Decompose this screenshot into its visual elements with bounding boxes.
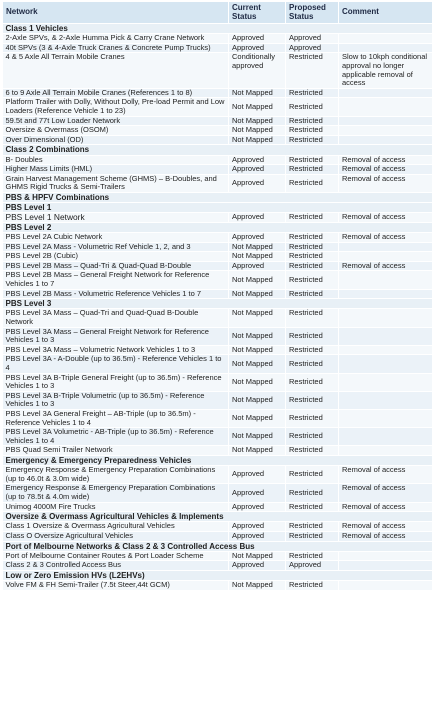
section-header-row bbox=[3, 570, 433, 580]
network-name-cell: PBS Level 3A Mass – Volumetric Network Vehicles 1 to 3 bbox=[3, 345, 229, 355]
proposed-status-cell: Approved bbox=[286, 561, 339, 571]
network-name-cell: B- Doubles bbox=[3, 155, 229, 165]
section-header-row bbox=[3, 145, 433, 155]
current-status-cell: Not Mapped bbox=[229, 355, 286, 373]
current-status-cell: Not Mapped bbox=[229, 271, 286, 289]
network-status-document bbox=[2, 1, 432, 591]
proposed-status-cell: Restricted bbox=[286, 213, 339, 223]
comment-cell bbox=[339, 410, 433, 428]
comment-cell bbox=[339, 428, 433, 446]
network-name-cell: PBS Level 2A Cubic Network bbox=[3, 233, 229, 243]
table-row bbox=[3, 34, 433, 44]
comment-cell bbox=[339, 345, 433, 355]
comment-cell bbox=[339, 327, 433, 345]
table-row bbox=[3, 531, 433, 541]
network-name-cell: PBS Level 3A Mass – General Freight Network for Reference Vehicles 1 to 3 bbox=[3, 327, 229, 345]
network-name-cell: Platform Trailer with Dolly, Without Dolly, Pre-load Permit and Low Loaders (Reference Vehicle 1 to 23) bbox=[3, 98, 229, 116]
network-name-cell: Emergency Response & Emergency Preparation Combinations (up to 78.5t & 4.0m wide) bbox=[3, 484, 229, 502]
proposed-status-cell: Restricted bbox=[286, 551, 339, 561]
table-row bbox=[3, 561, 433, 571]
network-name-cell: PBS Level 2B Mass – General Freight Network for Reference Vehicles 1 to 7 bbox=[3, 271, 229, 289]
comment-cell bbox=[339, 43, 433, 53]
section-header-row bbox=[3, 541, 433, 551]
network-name-cell: 40t SPVs (3 & 4-Axle Truck Cranes & Concrete Pump Trucks) bbox=[3, 43, 229, 53]
comment-cell: Removal of access bbox=[339, 484, 433, 502]
table-row bbox=[3, 174, 433, 192]
table-row bbox=[3, 116, 433, 126]
network-name-cell: Port of Melbourne Container Routes & Port Loader Scheme bbox=[3, 551, 229, 561]
comment-cell: Removal of access bbox=[339, 466, 433, 484]
section-title: Class 1 Vehicles bbox=[3, 24, 433, 34]
comment-cell bbox=[339, 581, 433, 591]
proposed-status-cell: Restricted bbox=[286, 309, 339, 327]
proposed-status-cell: Restricted bbox=[286, 135, 339, 145]
table-row bbox=[3, 484, 433, 502]
comment-cell bbox=[339, 135, 433, 145]
network-name-cell: PBS Level 2B Mass - Volumetric Reference Vehicles 1 to 7 bbox=[3, 289, 229, 299]
header-comment: Comment bbox=[339, 2, 433, 24]
proposed-status-cell: Approved bbox=[286, 34, 339, 44]
current-status-cell: Not Mapped bbox=[229, 446, 286, 456]
section-header-row bbox=[3, 222, 433, 232]
proposed-status-cell: Restricted bbox=[286, 355, 339, 373]
table-row bbox=[3, 98, 433, 116]
table-row bbox=[3, 410, 433, 428]
comment-cell: Removal of access bbox=[339, 522, 433, 532]
current-status-cell: Not Mapped bbox=[229, 309, 286, 327]
current-status-cell: Not Mapped bbox=[229, 327, 286, 345]
proposed-status-cell: Approved bbox=[286, 43, 339, 53]
proposed-status-cell: Restricted bbox=[286, 531, 339, 541]
network-name-cell: PBS Level 3A B-Triple General Freight (up to 36.5m) - Reference Vehicles 1 to 3 bbox=[3, 373, 229, 391]
proposed-status-cell: Restricted bbox=[286, 484, 339, 502]
current-status-cell: Approved bbox=[229, 484, 286, 502]
current-status-cell: Approved bbox=[229, 522, 286, 532]
current-status-cell: Not Mapped bbox=[229, 581, 286, 591]
section-title: Port of Melbourne Networks & Class 2 & 3 Controlled Access Bus bbox=[3, 541, 433, 551]
proposed-status-cell: Restricted bbox=[286, 233, 339, 243]
proposed-status-cell: Restricted bbox=[286, 466, 339, 484]
table-row bbox=[3, 289, 433, 299]
proposed-status-cell: Restricted bbox=[286, 98, 339, 116]
comment-cell bbox=[339, 289, 433, 299]
table-row bbox=[3, 428, 433, 446]
current-status-cell: Not Mapped bbox=[229, 345, 286, 355]
network-status-table bbox=[2, 1, 433, 591]
current-status-cell: Approved bbox=[229, 466, 286, 484]
section-header-row bbox=[3, 455, 433, 465]
network-name-cell: Class 2 & 3 Controlled Access Bus bbox=[3, 561, 229, 571]
network-name-cell: 59.5t and 77t Low Loader Network bbox=[3, 116, 229, 126]
table-row bbox=[3, 373, 433, 391]
network-name-cell: Class O Oversize Agricultural Vehicles bbox=[3, 531, 229, 541]
current-status-cell: Not Mapped bbox=[229, 551, 286, 561]
proposed-status-cell: Restricted bbox=[286, 410, 339, 428]
proposed-status-cell: Restricted bbox=[286, 581, 339, 591]
current-status-cell: Not Mapped bbox=[229, 410, 286, 428]
proposed-status-cell: Restricted bbox=[286, 165, 339, 175]
network-name-cell: PBS Level 3A Volumetric - AB-Triple (up to 36.5m) - Reference Vehicles 1 to 4 bbox=[3, 428, 229, 446]
comment-cell bbox=[339, 116, 433, 126]
proposed-status-cell: Restricted bbox=[286, 345, 339, 355]
network-name-cell: PBS Level 3A General Freight – AB-Triple (up to 36.5m) - Reference Vehicles 1 to 4 bbox=[3, 410, 229, 428]
current-status-cell: Not Mapped bbox=[229, 373, 286, 391]
current-status-cell: Not Mapped bbox=[229, 98, 286, 116]
table-header-row bbox=[3, 2, 433, 24]
comment-cell bbox=[339, 373, 433, 391]
section-header-row bbox=[3, 203, 433, 213]
network-name-cell: Unimog 4000M Fire Trucks bbox=[3, 502, 229, 512]
network-name-cell: Class 1 Oversize & Overmass Agricultural Vehicles bbox=[3, 522, 229, 532]
table-row bbox=[3, 43, 433, 53]
comment-cell: Removal of access bbox=[339, 165, 433, 175]
table-row bbox=[3, 391, 433, 409]
proposed-status-cell: Restricted bbox=[286, 126, 339, 136]
section-header-row bbox=[3, 512, 433, 522]
header-current-status: Current Status bbox=[229, 2, 286, 24]
proposed-status-cell: Restricted bbox=[286, 522, 339, 532]
network-name-cell: 4 & 5 Axle All Terrain Mobile Cranes bbox=[3, 53, 229, 88]
table-row bbox=[3, 327, 433, 345]
comment-cell bbox=[339, 88, 433, 98]
comment-cell bbox=[339, 126, 433, 136]
comment-cell: Removal of access bbox=[339, 155, 433, 165]
table-row bbox=[3, 155, 433, 165]
comment-cell: Slow to 10kph conditional approval no longer applicable removal of access bbox=[339, 53, 433, 88]
comment-cell bbox=[339, 98, 433, 116]
current-status-cell: Approved bbox=[229, 155, 286, 165]
network-name-cell: Higher Mass Limits (HML) bbox=[3, 165, 229, 175]
proposed-status-cell: Restricted bbox=[286, 373, 339, 391]
section-title: Class 2 Combinations bbox=[3, 145, 433, 155]
network-name-cell: PBS Quad Semi Trailer Network bbox=[3, 446, 229, 456]
proposed-status-cell: Restricted bbox=[286, 391, 339, 409]
table-row bbox=[3, 355, 433, 373]
network-name-cell: Oversize & Overmass (OSOM) bbox=[3, 126, 229, 136]
network-name-cell: Emergency Response & Emergency Preparation Combinations (up to 46.0t & 3.0m wide) bbox=[3, 466, 229, 484]
current-status-cell: Not Mapped bbox=[229, 252, 286, 262]
comment-cell: Removal of access bbox=[339, 174, 433, 192]
table-row bbox=[3, 466, 433, 484]
section-header-row bbox=[3, 24, 433, 34]
section-title: PBS & HPFV Combinations bbox=[3, 192, 433, 202]
comment-cell: Removal of access bbox=[339, 213, 433, 223]
current-status-cell: Approved bbox=[229, 34, 286, 44]
section-title: Low or Zero Emission HVs (L2EHVs) bbox=[3, 570, 433, 580]
current-status-cell: Not Mapped bbox=[229, 428, 286, 446]
section-title: Oversize & Overmass Agricultural Vehicles & Implements bbox=[3, 512, 433, 522]
network-name-cell: PBS Level 2A Mass - Volumetric Ref Vehicle 1, 2, and 3 bbox=[3, 242, 229, 252]
table-row bbox=[3, 165, 433, 175]
network-name-cell: Over Dimensional (OD) bbox=[3, 135, 229, 145]
table-row bbox=[3, 213, 433, 223]
comment-cell: Removal of access bbox=[339, 531, 433, 541]
proposed-status-cell: Restricted bbox=[286, 252, 339, 262]
comment-cell bbox=[339, 34, 433, 44]
current-status-cell: Not Mapped bbox=[229, 126, 286, 136]
proposed-status-cell: Restricted bbox=[286, 502, 339, 512]
table-row bbox=[3, 126, 433, 136]
table-body bbox=[3, 24, 433, 591]
network-name-cell: PBS Level 2B Mass – Quad-Tri & Quad-Quad B-Double bbox=[3, 261, 229, 271]
table-row bbox=[3, 53, 433, 88]
table-row bbox=[3, 446, 433, 456]
comment-cell bbox=[339, 446, 433, 456]
network-name-cell: PBS Level 3A B-Triple Volumetric (up to 36.5m) - Reference Vehicles 1 to 3 bbox=[3, 391, 229, 409]
section-title: PBS Level 1 bbox=[3, 203, 433, 213]
comment-cell bbox=[339, 309, 433, 327]
current-status-cell: Approved bbox=[229, 261, 286, 271]
current-status-cell: Not Mapped bbox=[229, 116, 286, 126]
header-network: Network bbox=[3, 2, 229, 24]
proposed-status-cell: Restricted bbox=[286, 327, 339, 345]
comment-cell bbox=[339, 242, 433, 252]
current-status-cell: Approved bbox=[229, 561, 286, 571]
comment-cell: Removal of access bbox=[339, 261, 433, 271]
comment-cell bbox=[339, 391, 433, 409]
current-status-cell: Approved bbox=[229, 43, 286, 53]
proposed-status-cell: Restricted bbox=[286, 116, 339, 126]
table-row bbox=[3, 135, 433, 145]
table-row bbox=[3, 271, 433, 289]
proposed-status-cell: Restricted bbox=[286, 242, 339, 252]
proposed-status-cell: Restricted bbox=[286, 289, 339, 299]
section-title: PBS Level 3 bbox=[3, 299, 433, 309]
proposed-status-cell: Restricted bbox=[286, 174, 339, 192]
current-status-cell: Approved bbox=[229, 233, 286, 243]
section-title: PBS Level 2 bbox=[3, 222, 433, 232]
table-row bbox=[3, 551, 433, 561]
section-header-row bbox=[3, 192, 433, 202]
network-name-cell: 6 to 9 Axle All Terrain Mobile Cranes (References 1 to 8) bbox=[3, 88, 229, 98]
proposed-status-cell: Restricted bbox=[286, 53, 339, 88]
comment-cell bbox=[339, 551, 433, 561]
network-name-cell: Grain Harvest Management Scheme (GHMS) – B-Doubles, and GHMS Rigid Trucks & Semi-Trailers bbox=[3, 174, 229, 192]
table-row bbox=[3, 88, 433, 98]
current-status-cell: Not Mapped bbox=[229, 289, 286, 299]
table-row bbox=[3, 261, 433, 271]
current-status-cell: Conditionally approved bbox=[229, 53, 286, 88]
comment-cell bbox=[339, 271, 433, 289]
proposed-status-cell: Restricted bbox=[286, 446, 339, 456]
table-row bbox=[3, 502, 433, 512]
proposed-status-cell: Restricted bbox=[286, 88, 339, 98]
comment-cell bbox=[339, 561, 433, 571]
table-row bbox=[3, 252, 433, 262]
network-name-cell: PBS Level 3A - A-Double (up to 36.5m) - Reference Vehicles 1 to 4 bbox=[3, 355, 229, 373]
current-status-cell: Not Mapped bbox=[229, 88, 286, 98]
network-name-cell: Volve FM & FH Semi-Trailer (7.5t Steer,44t GCM) bbox=[3, 581, 229, 591]
comment-cell: Removal of access bbox=[339, 233, 433, 243]
section-header-row bbox=[3, 299, 433, 309]
network-name-cell: PBS Level 3A Mass – Quad-Tri and Quad-Quad B-Double Network bbox=[3, 309, 229, 327]
table-row bbox=[3, 581, 433, 591]
proposed-status-cell: Restricted bbox=[286, 155, 339, 165]
comment-cell: Removal of access bbox=[339, 502, 433, 512]
current-status-cell: Approved bbox=[229, 165, 286, 175]
network-name-cell: PBS Level 2B (Cubic) bbox=[3, 252, 229, 262]
current-status-cell: Not Mapped bbox=[229, 391, 286, 409]
current-status-cell: Approved bbox=[229, 213, 286, 223]
header-proposed-status: Proposed Status bbox=[286, 2, 339, 24]
current-status-cell: Approved bbox=[229, 502, 286, 512]
table-row bbox=[3, 242, 433, 252]
proposed-status-cell: Restricted bbox=[286, 261, 339, 271]
current-status-cell: Not Mapped bbox=[229, 242, 286, 252]
table-row bbox=[3, 233, 433, 243]
current-status-cell: Not Mapped bbox=[229, 135, 286, 145]
current-status-cell: Approved bbox=[229, 531, 286, 541]
current-status-cell: Approved bbox=[229, 174, 286, 192]
table-row bbox=[3, 309, 433, 327]
proposed-status-cell: Restricted bbox=[286, 428, 339, 446]
proposed-status-cell: Restricted bbox=[286, 271, 339, 289]
section-title: Emergency & Emergency Preparedness Vehicles bbox=[3, 455, 433, 465]
comment-cell bbox=[339, 252, 433, 262]
network-name-cell: PBS Level 1 Network bbox=[3, 213, 229, 223]
network-name-cell: 2-Axle SPVs, & 2-Axle Humma Pick & Carry Crane Network bbox=[3, 34, 229, 44]
table-row bbox=[3, 522, 433, 532]
table-row bbox=[3, 345, 433, 355]
comment-cell bbox=[339, 355, 433, 373]
